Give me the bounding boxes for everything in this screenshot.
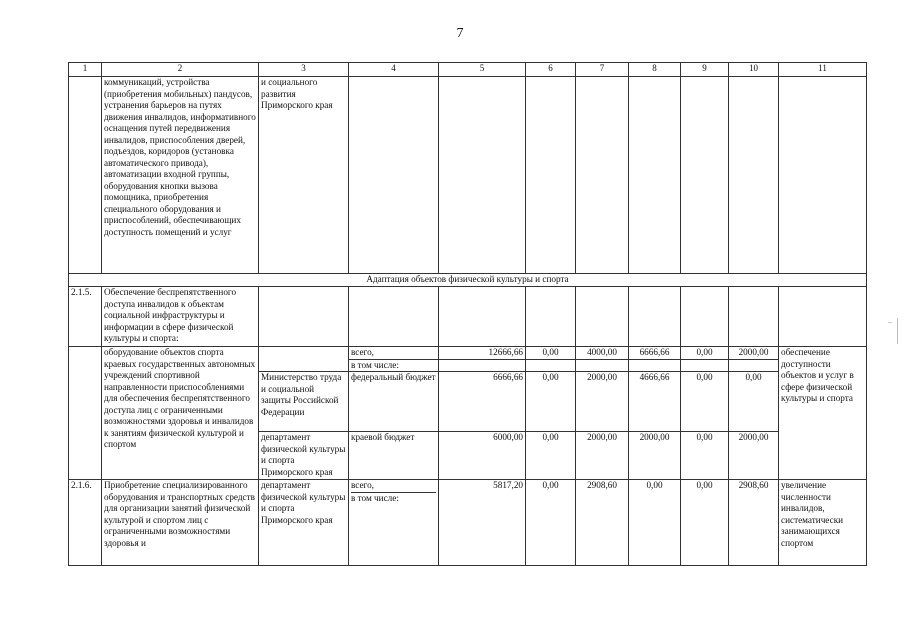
col-header: 7 [576, 63, 629, 77]
program-table [68, 62, 867, 566]
amount-y2: 2000,00 [576, 432, 629, 480]
executor: департамент физической культуры и спорта Приморского края [259, 432, 349, 480]
amount-y5: 2908,60 [729, 480, 779, 566]
table-row [69, 287, 867, 347]
table-row [69, 480, 867, 566]
scan-speck [888, 322, 892, 323]
col-header: 9 [681, 63, 729, 77]
col-header: 4 [349, 63, 439, 77]
amount-y1: 0,00 [526, 480, 576, 566]
amount-y2: 2000,00 [576, 372, 629, 432]
funding-source [349, 480, 439, 566]
col-header: 1 [69, 63, 102, 77]
table-row [69, 347, 867, 360]
table-row [69, 77, 867, 274]
funding-source: федеральный бюджет [349, 372, 439, 432]
expected-result: увеличение численности инвалидов, систематически занимающихся спортом [779, 480, 867, 566]
executor: департамент физической культуры и спорта Приморского края [259, 480, 349, 566]
amount-y2: 4000,00 [576, 347, 629, 360]
amount-y4: 0,00 [681, 372, 729, 432]
section-title: Адаптация объектов физической культуры и спорта [69, 274, 867, 287]
col-header: 5 [439, 63, 526, 77]
funding-total-label: всего, [351, 480, 436, 493]
amount-y3: 4666,66 [629, 372, 681, 432]
expected-result: обеспечение доступности объектов и услуг в сфере физической культуры и спорта [779, 347, 867, 480]
amount-y3: 6666,66 [629, 347, 681, 360]
amount-total: 6666,66 [439, 372, 526, 432]
row-number: 2.1.5. [69, 287, 102, 347]
amount-y1: 0,00 [526, 432, 576, 480]
amount-y4: 0,00 [681, 347, 729, 360]
col-header: 6 [526, 63, 576, 77]
amount-y5: 0,00 [729, 372, 779, 432]
col-header: 3 [259, 63, 349, 77]
header-row [69, 63, 867, 77]
funding-source: всего, [349, 347, 439, 360]
amount-total: 6000,00 [439, 432, 526, 480]
amount-total: 5817,20 [439, 480, 526, 566]
amount-y5: 2000,00 [729, 432, 779, 480]
col-header: 10 [729, 63, 779, 77]
amount-y5: 2000,00 [729, 347, 779, 360]
measure-description: оборудование объектов спорта краевых государственных автономных учреждений спортивной направленности приспособлениями для обеспечения беспрепятственного доступа лиц с ограниченными возможностями здоровья и инвалидов к занятиям физической культурой и спортом [102, 347, 259, 480]
amount-y3: 2000,00 [629, 432, 681, 480]
scan-mark [897, 318, 899, 344]
amount-y4: 0,00 [681, 432, 729, 480]
amount-y1: 0,00 [526, 372, 576, 432]
executor: Министерство труда и социальной защиты Российской Федерации [259, 372, 349, 432]
funding-source: краевой бюджет [349, 432, 439, 480]
measure-description: Приобретение специализированного оборудования и транспортных средств для организации занятий физической культурой и спортом лиц с ограниченными возможностями здоровья и [102, 480, 259, 566]
page-number: 7 [456, 26, 464, 41]
amount-y4: 0,00 [681, 480, 729, 566]
col-header: 2 [102, 63, 259, 77]
amount-y1: 0,00 [526, 347, 576, 360]
funding-including-label: в том числе: [351, 492, 399, 503]
measure-description: коммуникаций, устройства (приобретения мобильных) пандусов, устранения барьеров на путях движения инвалидов, информативного оснащения путей передвижения инвалидов, приспособления дверей, подъездов, коридоров (установка автоматического привода), автоматизации входной группы, оборудования кнопки вызова помощника, приобретения специального оборудования и приспособлений, обеспечивающих доступность помещений и услуг [102, 77, 259, 274]
measure-description: Обеспечение беспрепятственного доступа инвалидов к объектам социальной инфраструктуры и информации в сфере физической культуры и спорта: [102, 287, 259, 347]
amount-y3: 0,00 [629, 480, 681, 566]
amount-y2: 2908,60 [576, 480, 629, 566]
amount-total: 12666,66 [439, 347, 526, 360]
funding-source: в том числе: [349, 359, 439, 372]
row-number: 2.1.6. [69, 480, 102, 566]
col-header: 11 [779, 63, 867, 77]
col-header: 8 [629, 63, 681, 77]
section-row [69, 274, 867, 287]
executor: и социального развития Приморского края [259, 77, 349, 274]
